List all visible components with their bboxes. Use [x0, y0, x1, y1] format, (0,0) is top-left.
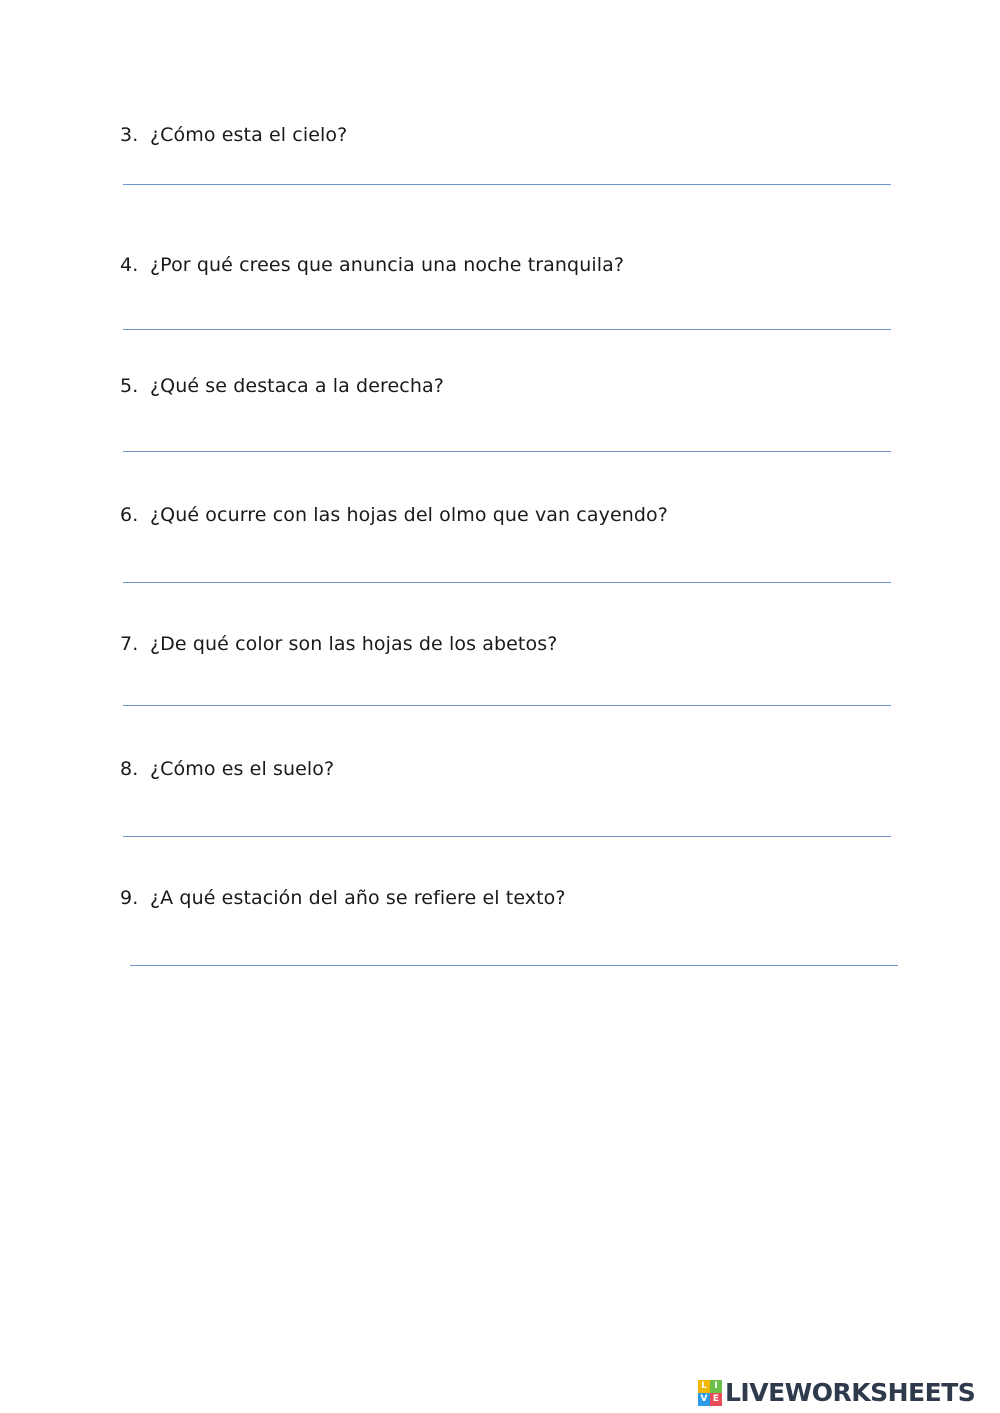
- question-text: ¿Qué ocurre con las hojas del olmo que van cayendo?: [150, 504, 668, 526]
- question-number: 8.: [120, 758, 139, 780]
- question-5: [120, 374, 444, 398]
- question-6: [120, 503, 668, 527]
- question-text: ¿Qué se destaca a la derecha?: [150, 375, 444, 397]
- question-7: [120, 632, 557, 656]
- liveworksheets-logo-text: LIVEWORKSHEETS: [725, 1378, 976, 1407]
- answer-line-3[interactable]: [123, 184, 891, 185]
- question-number: 3.: [120, 124, 139, 146]
- question-text: ¿Cómo esta el cielo?: [150, 124, 348, 146]
- question-number: 5.: [120, 375, 139, 397]
- liveworksheets-logo-icon: [698, 1380, 722, 1406]
- question-text: ¿Cómo es el suelo?: [150, 758, 335, 780]
- question-8: [120, 757, 334, 781]
- question-text: ¿A qué estación del año se refiere el texto?: [150, 887, 566, 909]
- answer-line-5[interactable]: [123, 451, 891, 452]
- question-9: [120, 886, 566, 910]
- answer-line-6[interactable]: [123, 582, 891, 583]
- question-number: 7.: [120, 633, 139, 655]
- answer-line-4[interactable]: [123, 329, 891, 330]
- liveworksheets-logo[interactable]: [698, 1378, 975, 1408]
- answer-line-7[interactable]: [123, 705, 891, 706]
- logo-letter-l: L: [698, 1380, 710, 1393]
- logo-letter-v: V: [698, 1393, 710, 1406]
- logo-letter-e: E: [710, 1393, 722, 1406]
- answer-line-9[interactable]: [130, 965, 898, 966]
- question-text: ¿De qué color son las hojas de los abetos?: [150, 633, 558, 655]
- question-4: [120, 253, 624, 277]
- question-text: ¿Por qué crees que anuncia una noche tranquila?: [150, 254, 625, 276]
- answer-line-8[interactable]: [123, 836, 891, 837]
- question-3: [120, 123, 347, 147]
- question-number: 9.: [120, 887, 139, 909]
- question-number: 6.: [120, 504, 139, 526]
- logo-letter-i: I: [710, 1380, 722, 1393]
- question-number: 4.: [120, 254, 139, 276]
